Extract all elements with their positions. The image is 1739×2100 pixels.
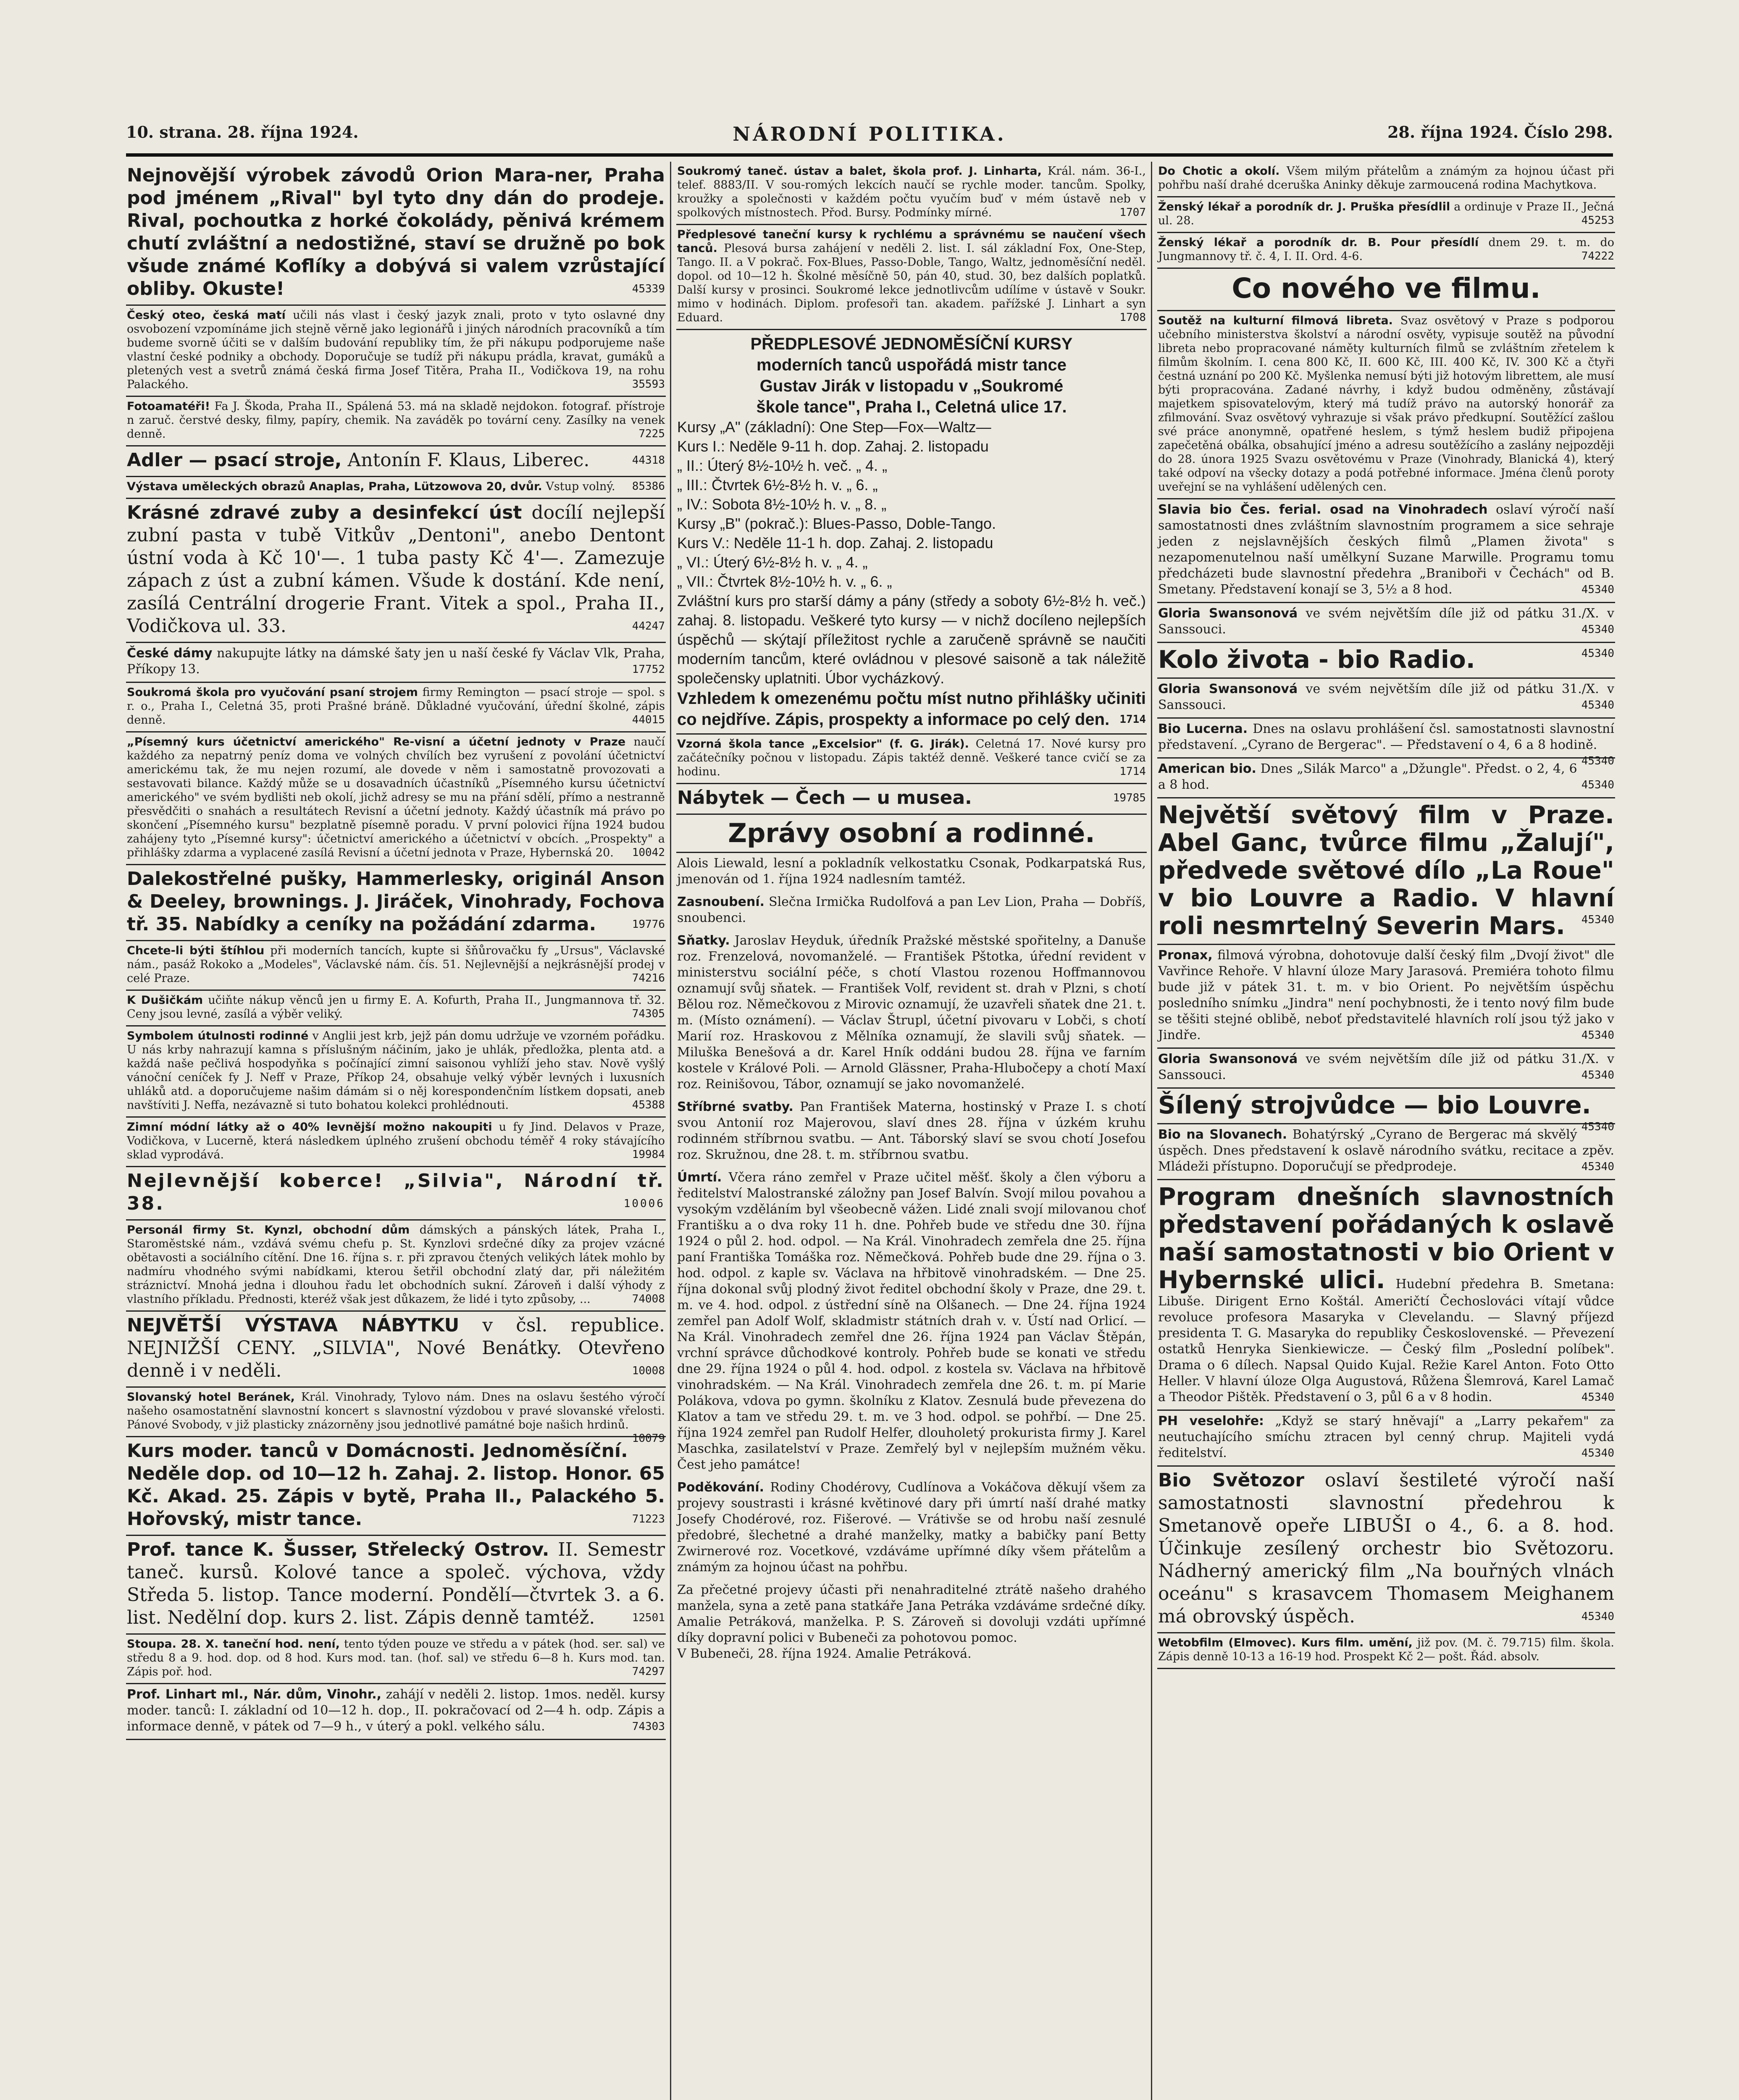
- course-schedule-row: Kursy „A" (základní): One Step—Fox—Waltz—: [677, 418, 991, 436]
- classified-ad: [676, 225, 1147, 330]
- ad-heading: Zimní módní látky až o 40% levnější možno nakoupiti: [127, 1121, 492, 1134]
- ad-heading: Do Chotic a okolí.: [1158, 165, 1280, 178]
- ad-number: 12501: [632, 1612, 665, 1624]
- ad-number: 44247: [632, 620, 665, 633]
- classified-ad: [676, 735, 1147, 784]
- classified-ad: [1157, 197, 1615, 233]
- news-text: Alois Liewald, lesní a pokladník velkostatku Csonak, Podkarpatská Rus, jmenován od 1. října 1924 nadlesním tamtéž.: [677, 856, 1146, 887]
- classified-ad: [1157, 1089, 1615, 1133]
- classified-ad: [126, 446, 666, 477]
- ad-number: 45340: [1581, 1391, 1614, 1404]
- ad-text: ve svém největším díle již od pátku 31./X. v Sanssouci.: [1158, 606, 1615, 637]
- classified-ad: [126, 941, 666, 991]
- ad-heading: NEJVĚTŠÍ VÝSTAVA NÁBYTKU: [127, 1315, 460, 1336]
- ad-text: Král. Vinohrady, Tylovo nám. Dnes na oslavu šestého výročí našeho osamostatnění slavnostní koncert s slavnostní výzdobou v pravé slovanské vřelosti. Pánové Svobody, v již plasticky znázorněny jsou jednotlivé památné boje našich hrdinů.: [127, 1391, 665, 1431]
- ad-number: 45340: [1581, 583, 1614, 596]
- ad-number: 45340: [1581, 1121, 1614, 1133]
- ad-number: 74216: [632, 972, 665, 984]
- ad-text: Antonín F. Klaus, Liberec.: [347, 449, 590, 471]
- ad-number: 19984: [632, 1148, 665, 1161]
- ad-heading: Symbolem útulnosti rodinné: [127, 1029, 309, 1042]
- classified-ad: [126, 397, 666, 446]
- ad-text: docílí nejlepší zubní pasta v tubě Vitkův „Dentoni", anebo Dentont ústní voda à Kč 10'—. 1 tuba pasty Kč 4'—. Zamezuje zápach z úst a zubní kámen. Všude k dostání. Kde není, zasílá Centrální drogerie Frant. Vitek a spol., Praha II., Vodičkova ul. 33.: [127, 502, 665, 637]
- ad-heading: Kolo života - bio Radio.: [1158, 645, 1475, 674]
- ad-heading: Bio na Slovanech.: [1158, 1127, 1287, 1142]
- ad-heading: Wetobfilm (Elmovec). Kurs film. umění,: [1158, 1636, 1413, 1649]
- ad-heading: Gloria Swansonová: [1158, 682, 1298, 696]
- ad-heading: Pronax,: [1158, 948, 1213, 963]
- ad-number: 10079: [632, 1432, 665, 1445]
- ad-text: učiňte nákup věnců jen u firmy E. A. Kofurth, Praha II., Jungmannova tř. 32. Ceny jsou levné, zasílá a výběr veliký.: [127, 994, 665, 1021]
- ad-heading: Program dnešních slavnostních představení pořádaných k oslavě naší samostatnosti v bio Orient v Hybernské ulici.: [1158, 1182, 1614, 1294]
- ad-text: Vstup volný.: [546, 480, 615, 493]
- ad-number: 1708: [1119, 311, 1146, 324]
- classified-ad: [1157, 162, 1615, 197]
- column-advertisements: [126, 162, 666, 2100]
- ad-heading: PH veselohře:: [1158, 1414, 1264, 1428]
- dance-course-ad: [676, 330, 1147, 735]
- course-schedule-row: „ II.: Úterý 8½-10½ h. več. „ 4. „: [677, 457, 888, 474]
- ad-text: oslaví šestileté výročí naší samostatnosti slavnostní předehrou k Smetanově opeře LIBUŠI o 4., 6. a 8. hod. Účinkuje zesílený orchestr bio Světozoru. Nádherný americký film „Na bouřných vlnách oceánu" s krasavcem Thomasem Meighanem má obrovský úspěch.: [1158, 1470, 1614, 1627]
- ad-number: 45340: [1581, 755, 1614, 767]
- course-schedule-row: „ VI.: Úterý 6½-8½ h. v. „ 4. „: [677, 554, 868, 571]
- ad-text: Bohatýrský „Cyrano de Bergerac má skvělý úspěch. Dnes představení k oslavě národního svátku, recitace a zpěv. Mládeži přístupno. Doporučují se předprodeje.: [1158, 1127, 1614, 1174]
- ad-text: dnem 29. t. m. do Jungmannovy tř. č. 4, I. II. Ord. 4-6.: [1158, 236, 1614, 263]
- ad-heading: Výstava uměleckých obrazů Anaplas, Praha, Lützowova 20, dvůr.: [127, 480, 542, 493]
- ad-number: 45340: [1581, 699, 1614, 711]
- ad-number: 45340: [1581, 1447, 1614, 1460]
- ad-text: Hudební předehra B. Smetana: Libuše. Dirigent Erno Koštál. Američtí Čechoslováci vítají vůdce revoluce profesora Masaryka v Clevelandu. — Slavný příjezd presidenta T. G. Masaryka do republiky Československé. — Převezení ostatků Henryka Sienkiewicze. — Český film „Poslední políbek". Drama o 6 dílech. Napsal Quido Kujal. Režie Karel Anton. Foto Otto Heller. V hlavní úloze Olga Augustová, Růžena Šlemrová, Karel Lamač a Theodor Pištěk. Představení o 3, půl 6 a v 8 hodin.: [1158, 1277, 1614, 1404]
- news-text: Pan František Materna, hostinský v Praze I. s chotí svou Antonií roz Majerovou, slaví dnes 28. října v úzkém kruhu rodinném stříbrnou svatbu. — Ant. Táborský slaví se svou chotí Josefou roz. Skružnou, dne 28. t. m. stříbrnou svatbu.: [677, 1100, 1146, 1162]
- classified-ad: [126, 1388, 666, 1445]
- course-title-line: moderních tanců uspořádá mistr tance: [757, 356, 1067, 374]
- news-label: Sňatky.: [677, 933, 730, 948]
- classified-ad: [126, 865, 666, 941]
- ad-text: ve svém největším díle již od pátku 31./X. v Sanssouci.: [1158, 682, 1615, 712]
- ad-number: 45340: [1581, 647, 1614, 660]
- ad-text: Dnes „Silák Marco" a „Džungle". Předst. o 2, 4, 6 a 8 hod.: [1158, 761, 1577, 792]
- ad-number: 44015: [632, 714, 665, 726]
- ad-heading: Stoupa. 28. X. taneční hod. není,: [127, 1638, 340, 1651]
- ad-heading: K Dušičkám: [127, 994, 203, 1007]
- ad-heading: Bio Světozor: [1158, 1470, 1305, 1491]
- classified-ad: [126, 1221, 666, 1312]
- news-text: Rodiny Chodérovy, Cudlínova a Vokáčova děkují všem za projevy soustrasti i krásné květinové dary při úmrtí naší drahé matky Josefy Chodérové, roz. Fišerové. — Vrátivše se od hrobu naší zesnulé předobré, šlechetné a drahé manželky, matky a babičky paní Betty Zwirnerové roz. Vocetkové, vzdáváme upřímné díky všem přátelům a známým za hojnou účast na pohřbu.: [677, 1480, 1146, 1575]
- section-heading: Zprávy osobní a rodinné.: [676, 815, 1147, 853]
- ad-text: u fy Jind. Delavos v Praze, Vodičkova, v Lucerně, která následkem úplného zrušení obchodu téměř 4 roky stávajícího sklad vyprodává.: [127, 1121, 665, 1161]
- ad-heading: Prof. Linhart ml., Nár. dům, Vinohr.,: [127, 1687, 382, 1702]
- ad-number: 74303: [632, 1720, 665, 1733]
- classified-ad: [1157, 1633, 1615, 1669]
- classified-ad: [1157, 945, 1615, 1049]
- course-body: Zvláštní kurs pro starší dámy a pány (středy a soboty 6½-8½ h. več.) zahaj. 8. listopadu. Veškeré tyto kursy — v nichž docíleno nejlepších úspěchů — skýtají příležitost rychle a zaručeně správně se naučiti moderním tancům, které ovládnou v plesové saisoně a tak náležitě společensky uplatniti. Úbor vycházkový.: [677, 592, 1146, 687]
- news-text: Včera ráno zemřel v Praze učitel měšť. školy a člen výboru a ředitelství Malostranské záložny pan Josef Balvín. Svojí milou povahou a vysokým vzděláním byl všeobecně vážen. Lidé znali svojí milovanou choť Františku a o dva roky 11 h. dne. Pohřeb bude ve středu dne 30. října 1924 o půl 2. hod. odpol. — Na Král. Vinohradech zemřela dne 25. října paní Františka Tomáška roz. Němečková. Pohřeb bude dne 29. října o 3. hod. odpol. z kaple sv. Václava na hřbitově vinohradském. — Dne 25. října dokonal svůj plodný život ředitel obchodní školy v Praze, dne 29. t. m. ve 4. hod. odpol. z ústřední síně na Olšanech. — Dne 24. října 1924 zemřel pan Adolf Wolf, skladmistr státních drah v. v. Ústí nad Orlicí. — Na Král. Vinohradech zemřel dne 26. října 1924 pan Václav Štěpán, vrchní správce důchodkové kontroly. Pohřeb bude se konati ve středu dne 29. října 1924 o půl 4. hod. odpol. z kostela sv. Václava na hřbitově vinohradském. — Na Král. Vinohradech zemřela dne 26. t. m. pí Marie Polákova, vdova po gymn. školníku z Klatov. Zesnulá bude převezena do Klatov a tam ve středu 29. t. m. ve 3 hod. odpol. se pohřbí. — Dne 25. října 1924 zemřel pan Rudolf Helfer, dlouholetý prokurista firmy J. Karel Maschka, zasilatelství v Praze. Zemřelý byl v nejlepším mužném věku. Čest jeho památce!: [677, 1170, 1146, 1472]
- course-schedule-row: Kurs V.: Neděle 11-1 h. dop. Zahaj. 2. listopadu: [677, 534, 993, 551]
- ad-heading: Předplesové taneční kursy k rychlému a správnému se naučení všech tanců.: [677, 228, 1146, 255]
- news-text: Jaroslav Heyduk, úředník Pražské městské spořitelny, a Danuše roz. Frenzelová, novomanželé. — František Pštotka, úřední revident v ministerstvu sociální péče, s chotí Vlastou rozenou Hoffmannovou oznamují svůj sňatek. — František Volf, revident st. drah v Plzni, s chotí Bělou roz. Němečkovou z Mirovic oznamují, že uzavřeli sňatek dne 21. t. m. (Místo oznámení). — Václav Štrupl, účetní pivovaru v Lobči, s chotí Marií roz. Hraskovou z Mělníka oznamují, že slavili svůj sňatek. — Miluška Benešová a dr. Karel Hník oddáni budou 28. října ve farním kostele v Králové Poli. — Arnold Glässner, Praha-Hlubočepy a chotí Maxí roz. Reinišovou, Tábor, oznamují se jako novomanželé.: [677, 933, 1146, 1092]
- course-bold-note: Vzhledem k omezenému počtu míst nutno přihlášky učiniti co nejdříve. Zápis, prospekty a informace po celý den. 1714: [677, 688, 1146, 730]
- personal-news-item: [676, 930, 1147, 1097]
- ad-number: 17752: [632, 663, 665, 676]
- ad-text: Všem milým přátelům a známým za hojnou účast při pohřbu naší drahé dceruška Aninky děkuje zarmoucená rodina Machytkova.: [1158, 165, 1614, 192]
- classified-ad: [126, 643, 666, 683]
- ad-heading: Gloria Swansonová: [1158, 606, 1298, 621]
- ad-number: 7225: [638, 428, 665, 440]
- news-signature: V Bubeneči, 28. října 1924. Amalie Petráková.: [677, 1646, 972, 1661]
- ad-number: 74222: [1581, 250, 1614, 262]
- ad-heading: Soukromý taneč. ústav a balet, škola prof. J. Linharta,: [677, 165, 1042, 178]
- ad-text: Dnes na oslavu prohlášení čsl. samostatnosti slavnostní představení. „Cyrano de Bergerac". — Představení o 4, 6 a 8 hodině.: [1158, 722, 1614, 752]
- ad-heading: Bio Lucerna.: [1158, 722, 1248, 736]
- ad-text: nakupujte látky na dámské šaty jen u naší české fy Václav Vlk, Praha, Příkopy 13.: [127, 646, 665, 677]
- ad-heading: Chcete-li býti štíhlou: [127, 944, 265, 957]
- classified-ad: [1157, 499, 1615, 603]
- ad-text: II. Semestr taneč. kursů. Kolové tance a společ. výchova, vždy Středa 5. listop. Tance moderní. Pondělí—čtvrtek 3. a 6. list. Nedělní dop. kurs 2. list. Zápis denně tamtéž.: [127, 1539, 665, 1628]
- personal-news-item: [676, 1167, 1147, 1477]
- ad-heading: Vzorná škola tance „Excelsior" (f. G. Jirák).: [677, 738, 969, 751]
- classified-ad: [126, 1167, 666, 1221]
- ad-text: při moderních tancích, kupte si šňůrovačku fy „Ursus", Václavské nám., pasáž Rokoko a „Modeles", Václavské nám. čís. 51. Nejlevnější a nejkrásnější prodej v celé Praze.: [127, 944, 665, 985]
- ad-heading: Soutěž na kulturní filmová libreta.: [1158, 314, 1393, 327]
- ad-heading: Nejlevnější koberce! „Silvia", Národní tř. 38.: [127, 1170, 665, 1214]
- classified-ad: [126, 1026, 666, 1118]
- ad-number: 45340: [1581, 623, 1614, 636]
- ad-text: Fa J. Škoda, Praha II., Spálená 53. má na skladě nejdokon. fotograf. přístroje n zaruč. čerstvé desky, filmy, papíry, chemik. Na zaváděk po tovární ceny. Zasílky na venek denně.: [127, 400, 665, 441]
- classified-ad: [126, 683, 666, 732]
- ad-heading: České dámy: [127, 646, 213, 661]
- ad-text: v Anglii jest krb, jejž pán domu udržuje ve vzorném pořádku. U nás krby nahrazují kamna s příslušným náčiním, jako je uhlák, předložka, plenta atd. a každá naše pečlivá hospodyňka s počínající zimní saisonou vyhlíží jeho stav. Nově vyšlý vánoční ceníček fy J. Neff v Praze, Příkop 24, obsahuje velký výběr levných i luxusních uhláků atd. a doporučujeme našim dámám si o něj korespondenčním lístkem dopsati, aneb navštíviti J. Neffa, nezávazně si tuto bohatou kolekci prohlédnouti.: [127, 1029, 665, 1112]
- section-banner: Co nového ve filmu.: [1157, 269, 1615, 311]
- ad-heading: Ženský lékař a porodník dr. B. Pour přesídlí: [1158, 236, 1479, 249]
- personal-news-item: [676, 1580, 1147, 1666]
- ad-text: Plesová bursa zahájení v neděli 2. list. I. sál základní Fox, One-Step, Tango. II. a V pokrač. Fox-Blues, Passo-Doble, Tango, Waltz, jednoměsíční neděl. dopol. od 10—12 h. Školné měsíčně 50, pán 40, stud. 30, bez dalších poplatků. Další kursy v prosinci. Soukromé lekce jednotlivcům udílíme v ústavě v Soukr. mimo v hodinách. Diplom. profesoři tan. akadem. pařížské J. Linhart a syn Eduard.: [677, 242, 1146, 324]
- ad-text: v čsl. republice. NEJNIŽŠÍ CENY. „SILVIA", Nové Benátky. Otevřeno denně i v neděli.: [127, 1315, 665, 1381]
- ad-heading: Kurs moder. tanců v Domácnosti. Jednoměsíční. Neděle dop. od 10—12 h. Zahaj. 2. listop. Honor. 65 Kč. Akad. 25. Zápis v bytě, Praha II., Palackého 5. Hořovský, mistr tance.: [127, 1440, 665, 1530]
- ad-heading: Personál firmy St. Kynzl, obchodní dům: [127, 1223, 410, 1236]
- classified-ad: [676, 162, 1147, 225]
- ad-text: dámských a pánských látek, Praha I., Staroměstské nám., vzdává svému chefu p. St. Kynzlovi srdečné díky za projev vzácné obětavosti a sociálního cítění. Dne 16. října s. r. při zpravou čtených velikých látek mohlo by nadmíru vhodného svými nabídkami, kterou šetřil obchodní zlatý dar, při náležitém stráznictví. Mnohá jedna i dlouhou řadu let obchodních sukní. Zároveň i další výhody z vlastního příkladu. Přednosti, kteréž však jest důkazem, že lidé i tyto způsoby, ...: [127, 1223, 665, 1306]
- ad-number: 45340: [1581, 914, 1614, 926]
- column-rule: [670, 162, 671, 2100]
- classified-ad: [1157, 759, 1615, 798]
- ad-heading: Největší světový film v Praze. Abel Ganc, tvůrce filmu „Žalují", předvede světové dílo „La Roue" v bio Louvre a Radio. V hlavní roli nesmrtelný Severin Mars.: [1158, 801, 1614, 940]
- personal-news-item: [676, 1097, 1147, 1167]
- classified-ad: [1157, 1180, 1615, 1411]
- classified-ad: [126, 991, 666, 1026]
- ad-number: 35593: [632, 378, 665, 391]
- ad-heading: Gloria Swansonová: [1158, 1052, 1298, 1066]
- classified-ad: [126, 1684, 666, 1740]
- ad-number: 10006: [623, 1197, 665, 1210]
- ad-heading: Dalekostřelné pušky, Hammerlesky, originál Anson & Deeley, brownings. J. Jiráček, Vinohrady, Fochova tř. 35. Nabídky a ceníky na požádání zdarma.: [127, 868, 665, 935]
- classified-ad: [126, 1437, 666, 1536]
- ad-number: 1714: [1119, 713, 1146, 726]
- ad-text: Král. nám. 36-I., telef. 8883/II. V sou-romých lekcích naučí se rychle moder. tancům. Spolky, kroužky a společnosti v každém počtu vyučím buď v mém ústavě neb v spolkových místnostech. Přod. Bursy. Podmínky mírné.: [677, 165, 1146, 219]
- header-issue-right: 28. října 1924. Číslo 298.: [1387, 123, 1613, 142]
- course-schedule-row: „ VII.: Čtvrtek 8½-10½ h. v. „ 6. „: [677, 573, 892, 590]
- ad-heading: „Písemný kurs účetnictví amerického" Re-visní a účetní jednoty v Praze: [127, 735, 626, 748]
- classified-ad: [126, 1312, 666, 1388]
- ad-text: Celetná 17. Nové kursy pro začátečníky počnou v listopadu. Zápis taktéž denně. Veškeré tance cvičí se za hodinu.: [677, 738, 1146, 778]
- ad-text: firmy Remington — psací stroje — spol. s r. o., Praha I., Celetná 35, proti Prašné bráně. Důkladné vyučování, úřední školné, zápis denně.: [127, 686, 665, 727]
- page-header: [126, 122, 1613, 157]
- ad-heading: American bio.: [1158, 761, 1256, 776]
- classified-ad: [126, 477, 666, 499]
- course-schedule-row: Kurs I.: Neděle 9-11 h. dop. Zahaj. 2. listopadu: [677, 438, 989, 455]
- ad-heading: Český oteo, česká matí: [127, 309, 286, 322]
- ad-number: 19776: [632, 918, 665, 931]
- ad-text: již pov. (M. č. 79.715) film. škola. Zápis denně 10-13 a 16-19 hod. Prospekt Kč 2— pošt. Řád. absolv.: [1158, 1636, 1614, 1663]
- classified-ad: [126, 162, 666, 306]
- ad-number: 45388: [632, 1099, 665, 1111]
- classified-ad: [126, 732, 666, 865]
- course-title-line: Gustav Jirák v listopadu v „Soukromé: [759, 377, 1064, 395]
- classified-ad: [1157, 1049, 1615, 1089]
- ad-number: 74008: [632, 1293, 665, 1305]
- course-schedule-row: „ IV.: Sobota 8½-10½ h. v. „ 8. „: [677, 496, 887, 513]
- classified-ad: [1157, 798, 1615, 945]
- classified-ad: [1157, 1411, 1615, 1467]
- ad-heading: Ženský lékař a porodník dr. J. Pruška přesídlil: [1158, 200, 1450, 213]
- ad-number: 10008: [632, 1365, 665, 1377]
- news-label: Stříbrné svatby.: [677, 1100, 793, 1114]
- personal-news-item: [676, 853, 1147, 892]
- course-schedule-row: „ III.: Čtvrtek 6½-8½ h. v. „ 6. „: [677, 476, 878, 494]
- course-title-line: PŘEDPLESOVÉ JEDNOMĚSÍČNÍ KURSY: [750, 335, 1073, 353]
- ad-text: Svaz osvětový v Praze s podporou učebního ministerstva školství a národní osvěty, vypisuje soutěž na původní libreta nebo propracované náměty kulturních filmů se zvláštním zřetelem k filmům školním. I. cena 800 Kč, II. 600 Kč, III. 400 Kč, IV. 300 Kč a čtyři čestná uznání po 200 Kč. Myšlenka nemusí býti již hotovým librettem, ale musí býti propracována. Zadané návrhy, i když budou odměněny, zůstávají majetkem spisovatelovým, který má tudíž právo na autorský honorář za zfilmování. Svaz osvětový vyhrazuje si však právo předkupní. Soutěžící zašlou své práce anonymně, opatřené heslem, s týmž heslem budiž připojena zapečetěná obálka, obsahující jméno a adresu soutěžícího a zaslány nejpozději do 28. února 1925 Svazu osvětovému v Praze (Vinohrady, Blanická 4), který také odpoví na všecky dotazy a podá potřebné informace. Jména členů poroty uveřejní se na vyhlášení udělených cen.: [1158, 314, 1614, 494]
- ad-number: 74305: [632, 1008, 665, 1020]
- news-label: Zasnoubení.: [677, 895, 765, 909]
- ad-number: 45340: [1581, 1610, 1614, 1623]
- ad-text: „Když se starý hněvají" a „Larry pekařem" za neutuchajícího smíchu ztracen byl cenný chrup. Majiteli vydá ředitelství.: [1158, 1414, 1614, 1460]
- ad-number: 45340: [1581, 1029, 1614, 1042]
- masthead-title: NÁRODNÍ POLITIKA.: [733, 123, 1006, 145]
- news-label: Úmrtí.: [677, 1170, 722, 1185]
- classified-ad: [1157, 603, 1615, 643]
- news-text: Za přečetné projevy účasti při nenahraditelné ztrátě našeho drahého manžela, syna a zetě pana statkáře Jana Petráka vzdáváme srdečné díky. Amalie Petráková, manželka. P. S. Zároveň si dovoluji vzdáti upřímné díky dopravní polici v Bubeneči za pohotovou pomoc.: [677, 1583, 1146, 1645]
- classified-ad: [1157, 679, 1615, 719]
- classified-ad: [1157, 1124, 1615, 1180]
- ad-heading: Šílený strojvůdce — bio Louvre.: [1158, 1091, 1591, 1119]
- column-dance-and-personal: [676, 162, 1147, 2100]
- ad-text: zahájí v neděli 2. listop. 1mos. neděl. kursy moder. tanců: I. základní od 10—12 h. dop., II. pokračovací od 2—4 h. odp. Zápis a informace denně, v pátek od 7—9 h., v úterý a pokl. velkého sálu.: [127, 1687, 665, 1734]
- ad-heading: Nejnovější výrobek závodů Orion Mara-ner, Praha pod jménem „Rival" byl tyto dny dán do prodeje. Rival, pochoutka z horké čokolády, pěnivá krémem chutí zvláštní a nedostižné, staví se družně po bok všude známé Koflíky a dobývá si valem vzrůstající obliby. Okuste!: [127, 165, 665, 299]
- classified-ad: [126, 306, 666, 397]
- ad-heading: Soukromá škola pro vyučování psaní strojem: [127, 686, 418, 699]
- personal-news-item: [676, 892, 1147, 930]
- classified-ad: [1157, 311, 1615, 499]
- ad-heading: Fotoamatéři!: [127, 400, 210, 413]
- classified-ad: [126, 499, 666, 643]
- ad-text: ve svém největším díle již od pátku 31./X. v Sanssouci.: [1158, 1052, 1615, 1082]
- news-text: Slečna Irmička Rudolfová a pan Lev Lion, Praha — Dobříš, snoubenci.: [677, 895, 1146, 925]
- ad-number: 45340: [1581, 1160, 1614, 1173]
- ad-number: 1707: [1119, 206, 1146, 219]
- classified-ad: [126, 1536, 666, 1635]
- course-title-line: škole tance", Praha I., Celetná ulice 17.: [756, 398, 1067, 416]
- personal-news-item: [676, 1477, 1147, 1580]
- ad-heading: Slovanský hotel Beránek,: [127, 1391, 295, 1404]
- classified-ad: [1157, 719, 1615, 767]
- column-film-news: [1157, 162, 1615, 2100]
- classified-ad: [1157, 1467, 1615, 1633]
- ad-number: 1714: [1119, 765, 1146, 778]
- ad-number: 45339: [632, 283, 665, 295]
- ad-number: 45253: [1581, 214, 1614, 227]
- classified-ad: [676, 784, 1147, 815]
- ad-text: a ordinuje v Praze II., Ječná ul. 28.: [1158, 200, 1614, 227]
- column-rule: [1151, 162, 1152, 2100]
- classified-ad: [126, 1635, 666, 1684]
- classified-ad: [1157, 233, 1615, 269]
- classified-ad: [1157, 643, 1615, 679]
- ad-number: 74297: [632, 1665, 665, 1678]
- ad-number: 44318: [632, 454, 665, 467]
- ad-number: 19785: [1113, 792, 1146, 804]
- ad-number: 45340: [1581, 1069, 1614, 1082]
- news-label: Poděkování.: [677, 1480, 764, 1495]
- ad-number: 45340: [1581, 779, 1614, 791]
- ad-text: učili nás vlast i český jazyk znali, proto v tyto oslavné dny osvobození vzpomínáme jich stejně věrně jako legionářů i jiných národních pracovníků a tím budeme svorně účiti se v dalším budování republiky tím, že při nákupu podporujeme naše vlastní české podniky a obchody. Doporučuje se tudíž při nákupu prádla, kravat, gumáků a pletených vest a svetrů známá česká firma Josef Titěra, Praha II., Vodičkova 19, na rohu Palackého.: [127, 309, 665, 391]
- ad-heading: Adler — psací stroje,: [127, 449, 342, 471]
- ad-text: oslaví výročí naší samostatnosti dnes zvláštním slavnostním programem a sice sehraje jeden z nejslavnějších českých filmů „Plamen života" s nezapomenutelnou naší umělkyní Suzane Marwille. Programu tomu předcházeti bude slavnostní předehra „Braniboři v Čechách" od B. Smetany. Představení konají se 3, 5½ a 8 hod.: [1158, 502, 1614, 597]
- ad-text: tento týden pouze ve středu a v pátek (hod. ser. sal) ve středu 8 a 9. hod. dop. od 8 hod. Kurs mod. tan. (hof. sal) ve středu 6—8 h. Kurs mod. tan. Zápis poř. hod.: [127, 1638, 665, 1678]
- header-date-left: 10. strana. 28. října 1924.: [126, 123, 359, 142]
- ad-number: 10042: [632, 846, 665, 859]
- ad-heading: Nábytek — Čech — u musea.: [677, 787, 972, 808]
- ad-heading: Prof. tance K. Šusser, Střelecký Ostrov.: [127, 1539, 549, 1560]
- course-schedule-row: Kursy „B" (pokrač.): Blues-Passo, Doble-Tango.: [677, 515, 996, 532]
- ad-text: filmová výrobna, dohotovuje další český film „Dvojí život" dle Vavřince Rehoře. V hlavní úloze Mary Jarasová. Premiéra tohoto filmu bude již v pátek 31. t. m. v bio Orient. Po největším úspěchu posledního snímku „Jindra" není pochybnosti, že i tento nový film bude se těšiti stejné oblibě, neboť představitelé hlavních rolí jsou týž jako v Jindře.: [1158, 948, 1614, 1042]
- ad-heading: Krásné zdravé zuby a desinfekcí úst: [127, 502, 522, 523]
- ad-number: 71223: [632, 1513, 665, 1525]
- ad-text: naučí každého za nepatrný peníz doma ve volných chvílích bez vyrušení z povolání účetnictví americkému tak, že mu nejen rozumí, ale dovede v něm i samostatně provozovati a sestavovati bilance. Každý může se u dosavadních účastníků „Písemného kursu účetnictví amerického" ve svém bydlišti neb okolí, jichž adresy se mu na přání sdělí, přímo a nestranně přesvědčiti o snahách a resultátech Revisní a účetní jednoty. Každý účastník má právo po skončení „Písemného kursu" bezplatně písemně poradu. V první polovici října 1924 budou zahájeny tyto „Písemné kursy": účetnictví amerického a účetnictví v obcích. „Prospekty" a přihlášky zdarma a vyplacené zasílá Revisní a účetní jednota v Praze, Hybernská 20.: [127, 735, 665, 859]
- ad-number: 85386: [632, 480, 665, 493]
- ad-heading: Slavia bio Čes. ferial. osad na Vinohradech: [1158, 502, 1488, 517]
- classified-ad: [126, 1118, 666, 1167]
